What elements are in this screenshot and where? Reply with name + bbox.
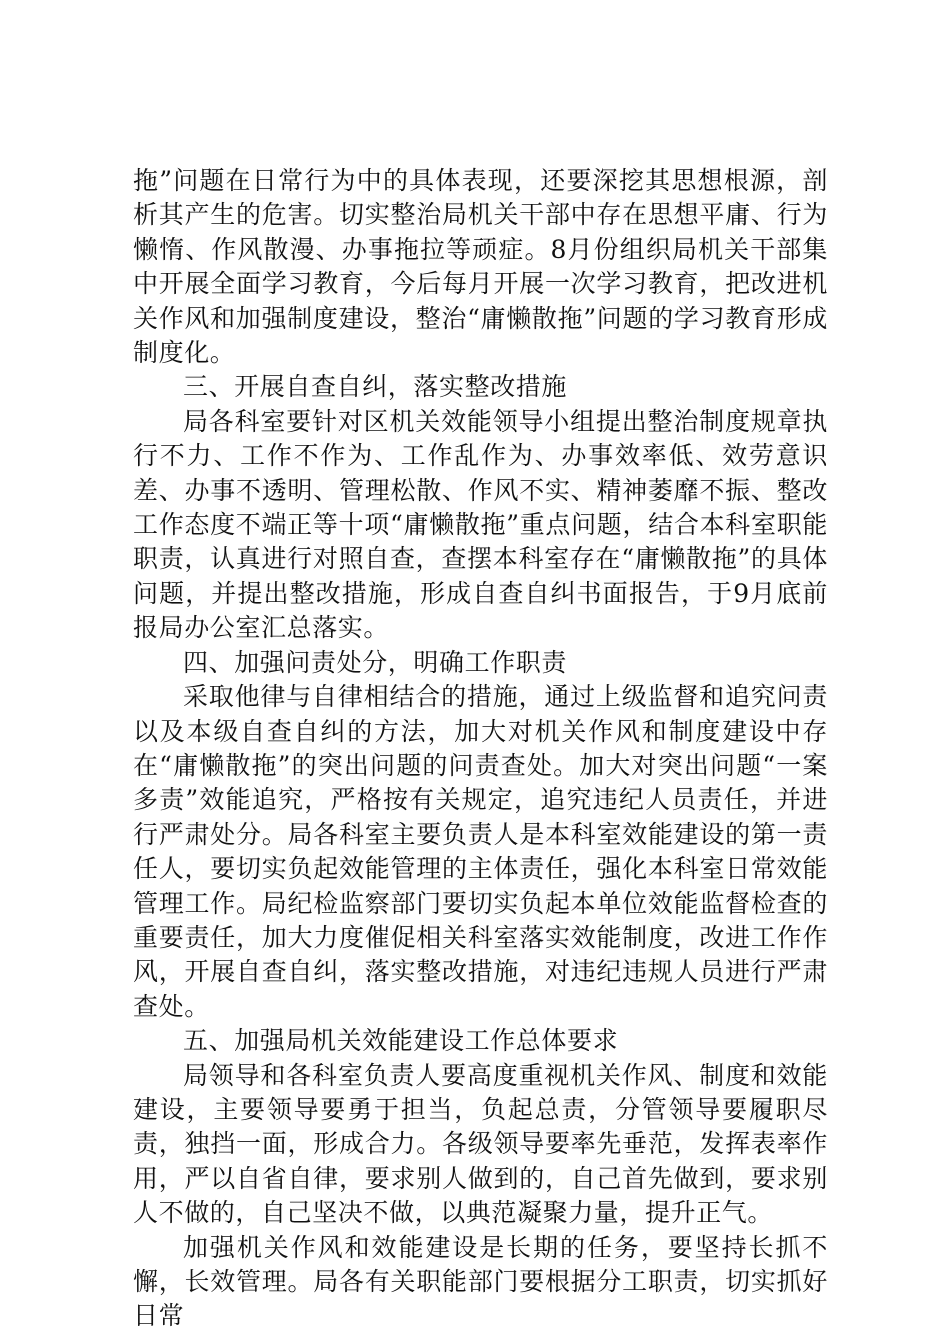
section-heading-3: 三、开展自查自纠，落实整改措施 (183, 372, 568, 402)
section-heading-5: 五、加强局机关效能建设工作总体要求 (183, 1026, 619, 1056)
paragraph-leadership: 局领导和各科室负责人要高度重视机关作风、制度和效能建设，主要领导要勇于担当，负起总责，分管领导要履职尽责，独挡一面，形成合力。各级领导要率先垂范，发挥表率作用，严以自省自律，要求别人做到的，自己首先做到，要求别人不做的，自己坚决不做，以典范凝聚力量，提升正气。 (133, 1060, 828, 1228)
paragraph-accountability: 采取他律与自律相结合的措施，通过上级监督和追究问责以及本级自查自纠的方法，加大对机关作风和制度建设中存在“庸懒散拖”的突出问题的问责查处。加大对突出问题“一案多责”效能追究，严格按有关规定，追究违纪人员责任，并进行严肃处分。局各科室主要负责人是本科室效能建设的第一责任人，要切实负起效能管理的主体责任，强化本科室日常效能管理工作。局纪检监察部门要切实负起本单位效能监督检查的重要责任，加大力度催促相关科室落实效能制度，改进工作作风，开展自查自纠，落实整改措施，对违纪违规人员进行严肃查处。 (133, 682, 828, 1021)
paragraph-long-term: 加强机关作风和效能建设是长期的任务，要坚持长抓不懈，长效管理。局各有关职能部门要根据分工职责，切实抓好日常 (133, 1232, 828, 1331)
paragraph-continuation: 拖”问题在日常行为中的具体表现，还要深挖其思想根源，剖析其产生的危害。切实整治局机关干部中存在思想平庸、行为懒惰、作风散漫、办事拖拉等顽症。8月份组织局机关干部集中开展全面学习教育，今后每月开展一次学习教育，把改进机关作风和加强制度建设，整治“庸懒散拖”问题的学习教育形成制度化。 (133, 166, 828, 368)
section-heading-4: 四、加强问责处分，明确工作职责 (183, 647, 568, 677)
paragraph-self-inspection: 局各科室要针对区机关效能领导小组提出整治制度规章执行不力、工作不作为、工作乱作为、办事效率低、效劳意识差、办事不透明、管理松散、作风不实、精神萎靡不振、整改工作态度不端正等十项“庸懒散拖”重点问题，结合本科室职能职责，认真进行对照自查，查摆本科室存在“庸懒散拖”的具体问题，并提出整改措施，形成自查自纠书面报告，于9月底前报局办公室汇总落实。 (133, 406, 828, 643)
document-body (133, 164, 828, 1334)
